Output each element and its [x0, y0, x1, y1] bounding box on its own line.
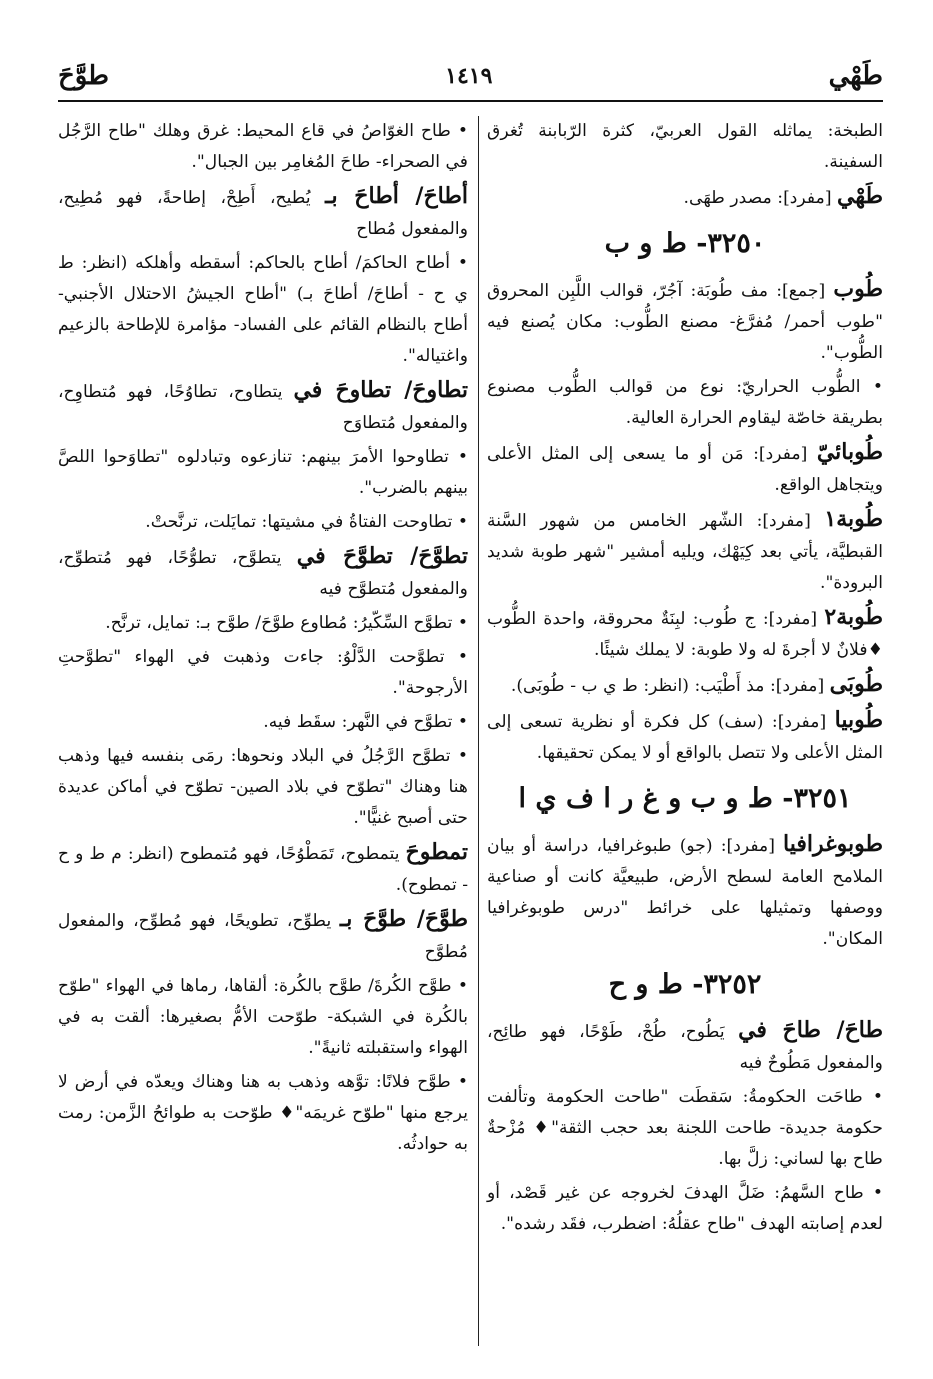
sub-sense: • تطوَّحت الدَّلْوُ: جاءت وذهبت في الهواء "تطوَّحتِ الأرجوحة". [58, 647, 468, 698]
dictionary-entry [487, 504, 883, 599]
definition: [مفرد]: الشّهر الخامس من شهور السَّنة القبطيَّة، يأتي بعد كِيَهْك، ويليه أمشير "شهر طوبة شديد البرودة". [487, 511, 883, 593]
header-right-word: طَهْي [828, 61, 883, 91]
definition: يَطُوح، طُحْ، طَوْحًا، فهو طائِح، والمفعول مَطُوحٌ فيه [487, 1022, 883, 1073]
definition: يتمطوح، تَمَطْوُحًا، فهو مُتمطوح (انظر: م ط و ح - تمطوح). [58, 844, 468, 895]
page-header [58, 52, 883, 102]
dictionary-entry [487, 705, 883, 769]
dictionary-entry [487, 829, 883, 955]
page-number: ١٤١٩ [445, 63, 493, 89]
headword: طُوب [833, 276, 883, 302]
dictionary-entry [58, 541, 468, 605]
sub-sense: • الطُّوب الحراريّ: نوع من قوالب الطُّوب مصنوع بطريقة خاصّة ليقاوم الحرارة العالية. [487, 377, 883, 428]
headword: أطاحَ/ أطاحَ بـ [325, 183, 468, 209]
dictionary-entry [487, 669, 883, 702]
definition: يتطوَّح، تطوُّحًا، فهو مُتطوِّح، والمفعول مُتطوَّح فيه [58, 548, 468, 599]
headword: طَهْي [837, 183, 883, 209]
headword: تطاوحَ/ تطاوحَ في [293, 377, 468, 403]
sub-sense: • طاح الغوّاصُ في قاع المحيط: غرق وهلك "طاح الرَّجُل في الصحراء- طاحَ المُغامِر بين الجبال". [58, 121, 468, 172]
headword: طُوبة٢ [824, 604, 883, 630]
headword: طوَّحَ/ طوَّحَ بـ [339, 906, 468, 932]
column-divider [478, 116, 479, 1346]
headword: طاحَ/ طاحَ في [738, 1017, 883, 1043]
definition: [مفرد]: ج طُوب: لبِنَةٌ محروقة، واحدة الطُّوب ♦فلانٌ لا أجرةَ له ولا طوبة: لا يملك شيئًا. [487, 609, 883, 660]
dictionary-entry [487, 181, 883, 214]
sub-sense: • طاحَت الحكومةُ: سَقطَت "طاحت الحكومة وتألفت حكومة جديدة- طاحت اللجنة بعد حجب الثقة"♦ مُزْحةٌ طاح بها لساني: زلَّ بها. [487, 1087, 883, 1169]
definition: [مفرد]: مذ أَطْيَب: (انظر: ط ي ب - طُوبَى). [510, 676, 830, 696]
headword: تمطوحَ [405, 839, 468, 865]
definition: [جمع]: مف طُوبَة: آجُرّ، قوالب اللَّبِن المحروق "طوب أحمر/ مُفرَّغ- مصنع الطُّوب: مكان يُصنع فيه الطُّوب". [487, 281, 883, 363]
continuation-text: الطبخة: يماثله القول العربيّ، كثرة الرّبابنة تُغرق السفينة. [487, 121, 883, 172]
definition: [مفرد]: (سف) كل فكرة أو نظرية تسعى إلى المثل الأعلى ولا تتصل بالواقع أو لا يمكن تحقيقها. [487, 712, 883, 763]
dictionary-entry [58, 181, 468, 245]
definition: [مفرد]: (جو) طبوغرافيا، دراسة أو بيان الملامح العامة لسطح الأرض، طبيعيَّة كانت أو صناعية ووصفها وتمثيلها على خرائط "درس طوبوغرافيا المكان". [487, 836, 883, 949]
sub-sense: • تطوَّح في النَّهر: سقَط فيه. [263, 712, 468, 732]
sub-sense: • تطوَّح السِّكّيرُ: مُطاوع طوَّحَ/ طوَّح بـ: تمايل، ترنَّح. [105, 613, 468, 633]
sub-sense: • تطاوحت الفتاةُ في مشيتها: تمايَلت، ترنَّحتْ. [145, 512, 468, 532]
dictionary-entry [58, 904, 468, 968]
sub-sense: • أطاح الحاكمَ/ أطاح بالحاكم: أسقطه وأهلكه (انظر: ط ي ح - أطاحَ/ أطاحَ بـ) "أطاح الجيشُ الاحتلال الأجنبي- أطاح بالنظام القائم على الفساد- مؤامرة للإطاحة بالزعيم واغتياله". [58, 253, 468, 366]
headword: طُوبَى [829, 671, 883, 697]
sub-sense: • طوَّح فلانًا: توَّهه وذهب به هنا وهناك ويعدّه في أرض لا يرجع منها "طوّح غريمَه"♦ طوّحت به طوائحُ الزَّمن: رمت به حوادثُه. [58, 1072, 468, 1154]
headword: طُوبة١ [824, 506, 883, 532]
headword: طُوبيا [834, 707, 883, 733]
root-heading: ٣٢٥٢- ط و ح [608, 969, 762, 1000]
root-heading: ٣٢٥٠- ط و ب [604, 228, 766, 259]
sub-sense: • تطوَّح الرَّجُلُ في البلاد ونحوها: رمَى بنفسه فيها وذهب هنا وهناك "تطوّح في بلاد الصين- تطوّح في أماكن عديدة حتى أصبح غنيًّا". [58, 746, 468, 828]
dictionary-entry [58, 375, 468, 439]
dictionary-entry [487, 274, 883, 369]
dictionary-entry [487, 602, 883, 666]
dictionary-entry [487, 437, 883, 501]
left-column [58, 116, 468, 1163]
header-left-word: طوَّحَ [58, 61, 109, 91]
definition: [مفرد]: مصدر طهَى. [683, 188, 837, 208]
dictionary-entry [58, 837, 468, 901]
dictionary-entry [487, 1015, 883, 1079]
headword: طُوبائيّ [816, 439, 883, 465]
root-heading: ٣٢٥١- ط و ب و غ ر ا ف ي ا [518, 783, 852, 814]
definition: [مفرد]: مَن أو ما يسعى إلى المثل الأعلى ويتجاهل الواقع. [487, 444, 883, 495]
sub-sense: • طاح السَّهمُ: ضَلَّ الهدفَ لخروجه عن غير قَصْد، أو لعدم إصابته الهدف "طاح عقلُهُ: اضطرب، فقَد رشده". [487, 1183, 883, 1234]
sub-sense: • طوَّح الكُرةَ/ طوَّح بالكُرة: ألقاها، رماها في الهواء "طوّح بالكُرة في الشبكة- طوّحت الأمُّ بصغيرها: ألقت به في الهواء واستقبلته ثانيةً". [58, 976, 468, 1058]
headword: طوبوغرافيا [783, 831, 883, 857]
definition: يطوِّح، تطويحًا، فهو مُطوِّح، والمفعول مُطوَّح [58, 911, 468, 962]
right-column [487, 116, 883, 1243]
headword: تطوَّحَ/ تطوَّحَ في [296, 543, 468, 569]
sub-sense: • تطاوحوا الأمرَ بينهم: تنازعوه وتبادلوه "تطاوَحوا اللصَّ بينهم بالضرب". [58, 447, 468, 498]
definition: يُطيح، أَطِحْ، إطاحةً، فهو مُطِيح، والمفعول مُطاح [58, 188, 468, 239]
definition: يتطاوح، تطاوُحًا، فهو مُتطاوِح، والمفعول مُتطاوَح [58, 382, 468, 433]
